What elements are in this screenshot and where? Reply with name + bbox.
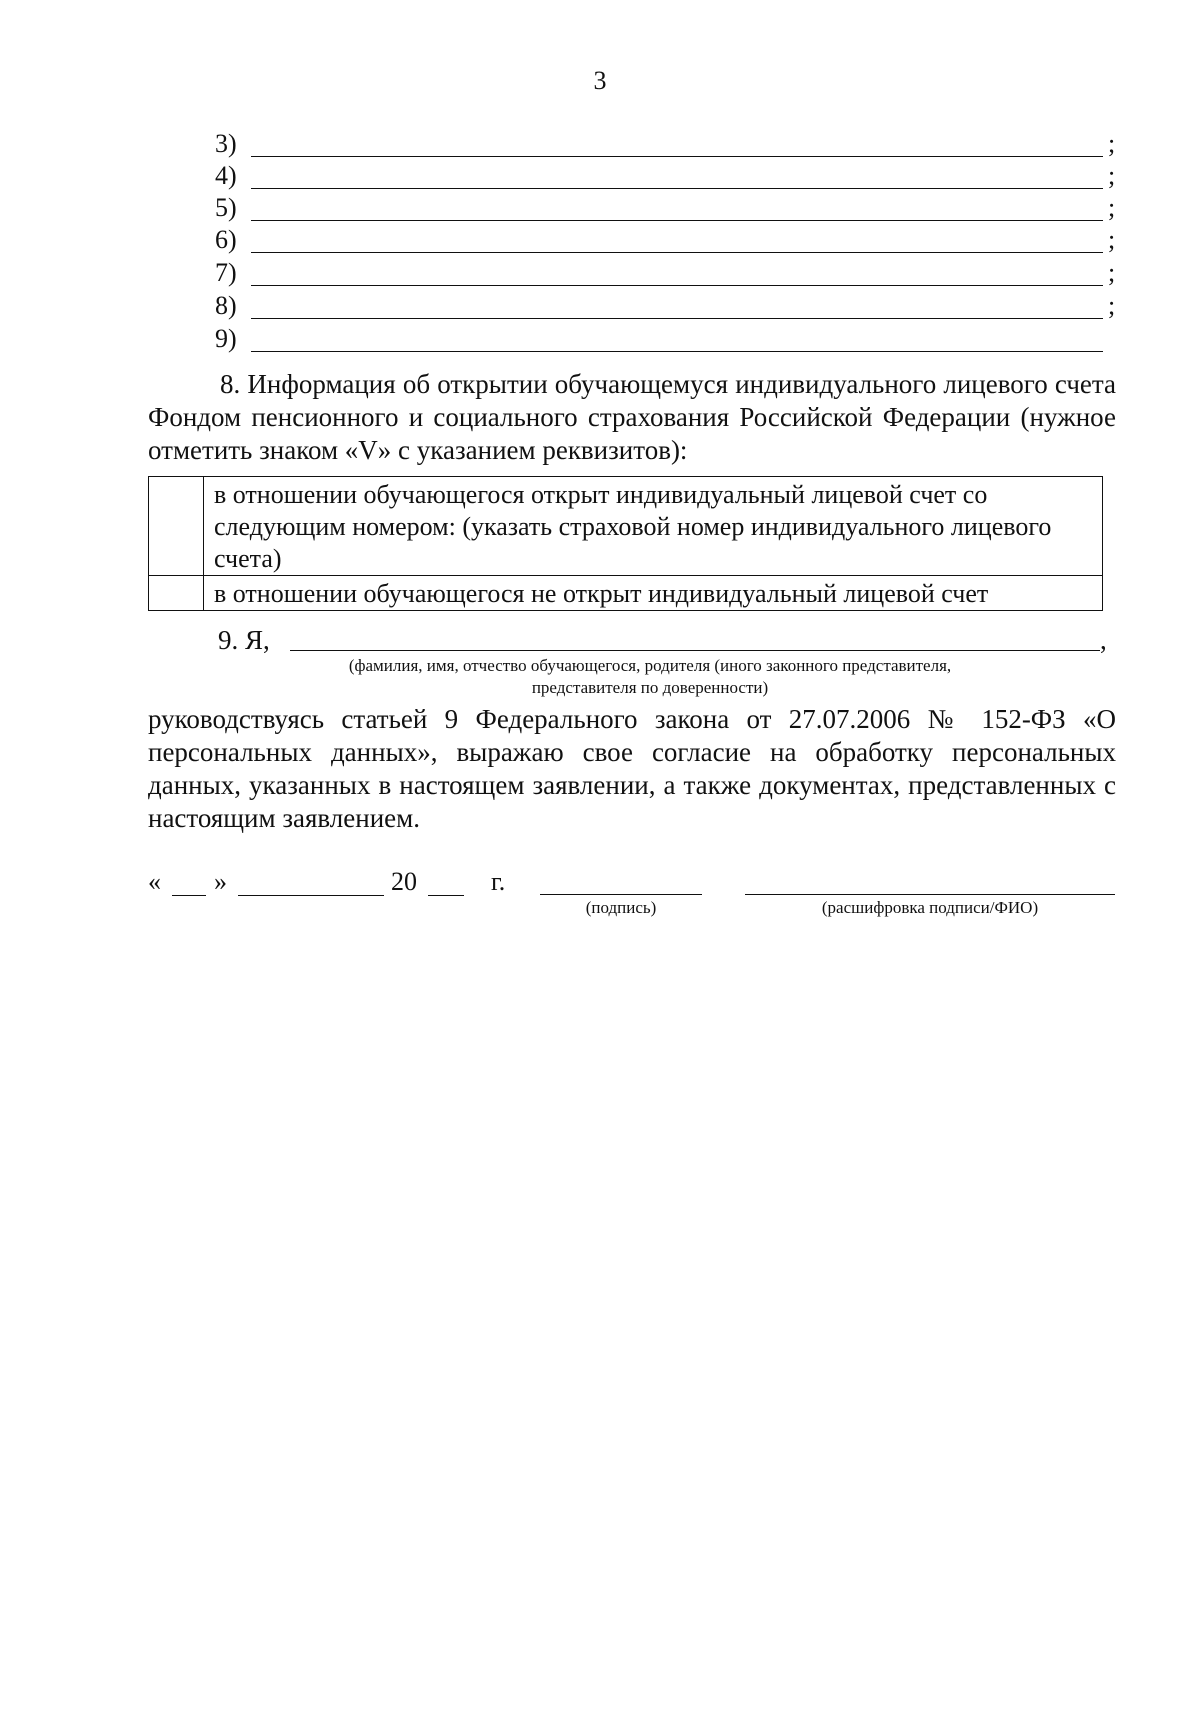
consent-text: руководствуясь статьей 9 Федерального закона от 27.07.2006 № 152-ФЗ «О персональных данных», выражаю свое согласие на обработку персональных данных, указанных в настоящем заявлении, а также документах, представленных с настоящим заявлением. xyxy=(148,704,1116,833)
signature-field[interactable] xyxy=(540,894,702,895)
option-text-not-opened: в отношении обучающегося не открыт индивидуальный лицевой счет xyxy=(204,576,1103,611)
fill-in-line[interactable] xyxy=(251,156,1103,157)
list-line-8 xyxy=(215,290,1115,322)
fill-in-line[interactable] xyxy=(251,318,1103,319)
fill-in-line[interactable] xyxy=(251,188,1103,189)
list-line-7 xyxy=(215,257,1115,289)
date-open-quote: « xyxy=(148,867,161,896)
month-field[interactable] xyxy=(238,895,384,896)
signature-caption: (подпись) xyxy=(585,898,657,917)
list-terminator: ; xyxy=(1108,129,1116,158)
fill-in-line[interactable] xyxy=(251,220,1103,221)
full-name-caption-1: (фамилия, имя, отчество обучающегося, родителя (иного законного представителя, xyxy=(348,656,952,675)
year-prefix: 20 xyxy=(391,867,417,896)
fill-in-line[interactable] xyxy=(251,285,1103,286)
list-terminator: ; xyxy=(1108,258,1116,287)
name-decoding-caption: (расшифровка подписи/ФИО) xyxy=(821,898,1039,917)
option-checkbox-not-opened[interactable] xyxy=(149,576,204,611)
fill-in-line[interactable] xyxy=(251,351,1103,352)
list-number: 8) xyxy=(215,291,237,320)
day-field[interactable] xyxy=(172,895,206,896)
list-terminator: ; xyxy=(1108,161,1116,190)
page-number: 3 xyxy=(593,66,607,95)
option-checkbox-opened[interactable] xyxy=(149,477,204,576)
year-field[interactable] xyxy=(428,895,464,896)
list-number: 3) xyxy=(215,129,237,158)
list-number: 7) xyxy=(215,258,237,287)
account-option-row xyxy=(149,477,1103,576)
year-suffix: г. xyxy=(491,867,506,896)
list-number: 5) xyxy=(215,193,237,222)
list-terminator: ; xyxy=(1108,193,1116,222)
list-number: 6) xyxy=(215,225,237,254)
list-terminator: ; xyxy=(1108,291,1116,320)
full-name-caption-2: представителя по доверенности) xyxy=(531,678,769,697)
list-number: 9) xyxy=(215,324,237,353)
list-line-9 xyxy=(215,323,1115,355)
option-text-opened: в отношении обучающегося открыт индивидуальный лицевой счет со следующим номером: (указать страховой номер индивидуального лицевого счета) xyxy=(204,477,1103,576)
list-line-5 xyxy=(215,192,1115,224)
account-options-table xyxy=(148,476,1103,611)
section-9-suffix: , xyxy=(1100,625,1107,655)
list-line-4 xyxy=(215,160,1115,192)
list-terminator: ; xyxy=(1108,225,1116,254)
list-line-6 xyxy=(215,224,1115,256)
name-decoding-field[interactable] xyxy=(745,894,1115,895)
section-8-text: 8. Информация об открытии обучающемуся индивидуального лицевого счета Фондом пенсионного и социального страхования Российской Федерации (нужное отметить знаком «V» с указанием реквизитов): xyxy=(148,369,1116,465)
full-name-line[interactable] xyxy=(290,650,1100,651)
section-9-prefix: 9. Я, xyxy=(218,625,270,655)
account-option-row xyxy=(149,576,1103,611)
fill-in-line[interactable] xyxy=(251,252,1103,253)
list-line-3 xyxy=(215,128,1115,160)
list-number: 4) xyxy=(215,161,237,190)
date-close-quote: » xyxy=(214,867,227,896)
